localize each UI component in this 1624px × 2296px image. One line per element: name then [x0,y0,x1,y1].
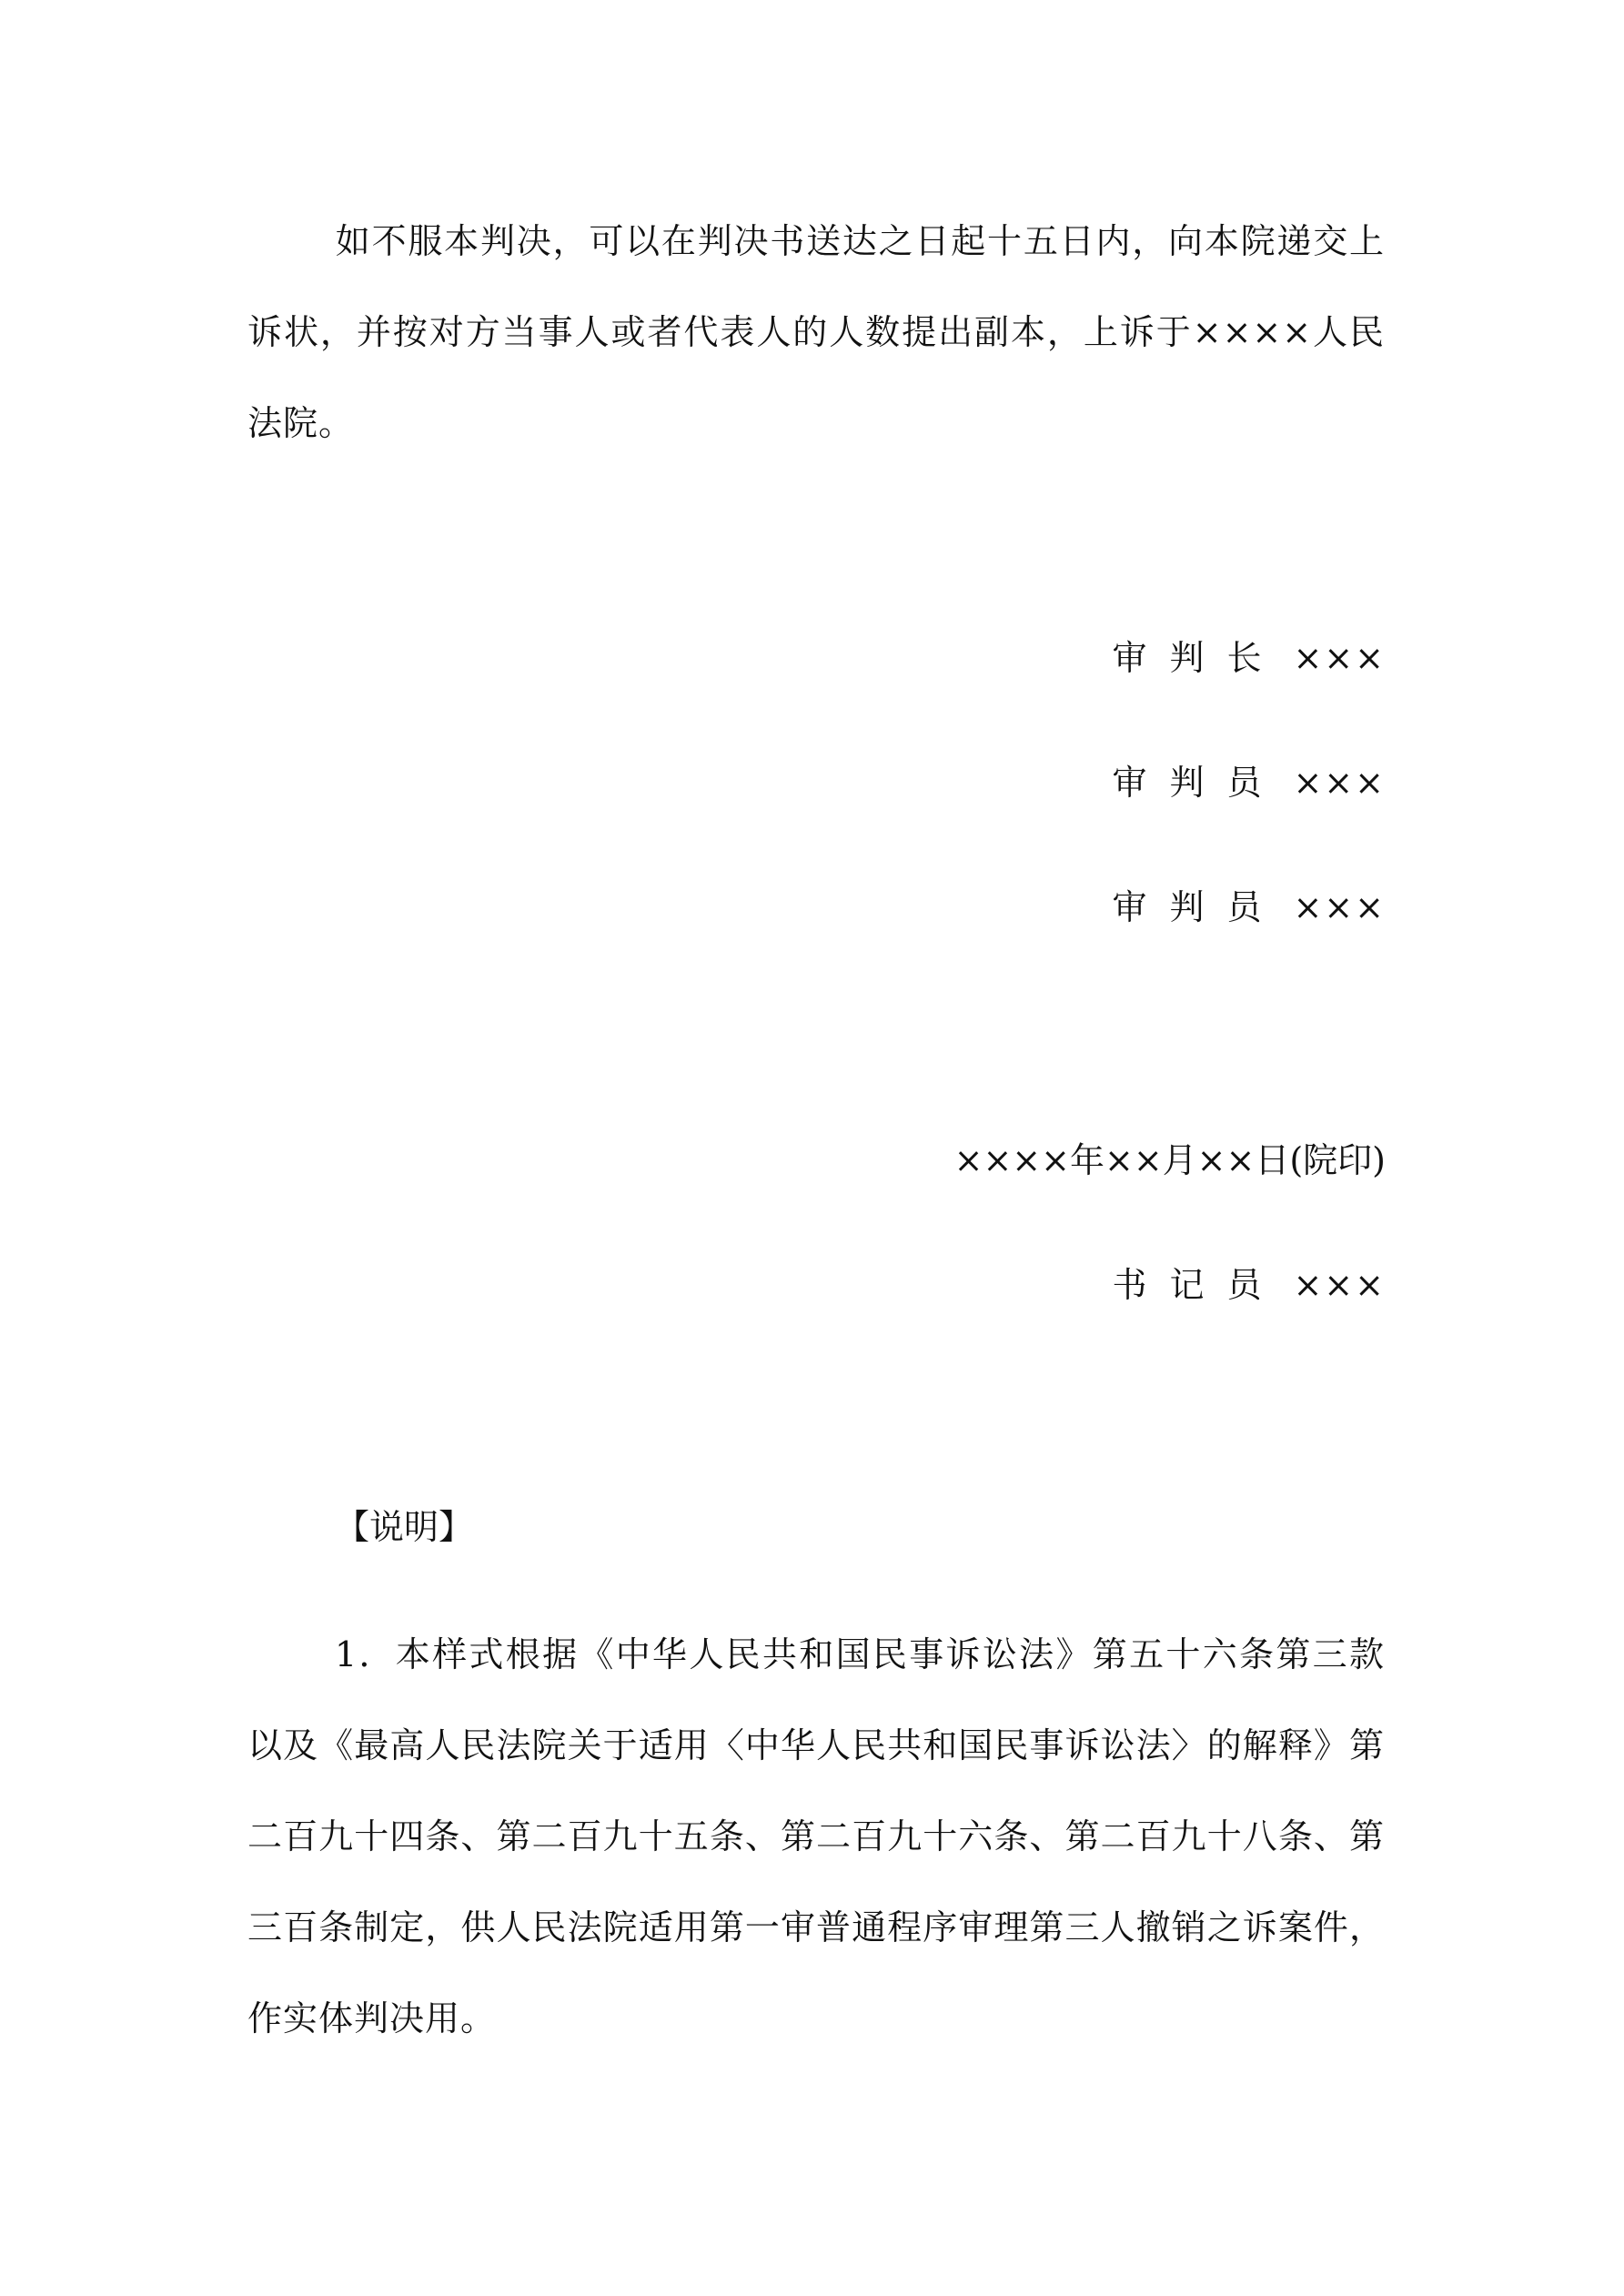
note-item-1-text: 1．本样式根据《中华人民共和国民事诉讼法》第五十六条第三款以及《最高人民法院关于适用〈中华人民共和国民事诉讼法〉的解释》第二百九十四条、第二百九十五条、第二百九十六条、第二百九十八条、第三百条制定，供人民法院适用第一审普通程序审理第三人撤销之诉案件，作实体判决用。 [247,1634,1385,2038]
signature-name: ××× [1293,887,1386,927]
signature-name: ××× [1293,638,1386,678]
signature-clerk [1112,1258,1386,1312]
signature-title: 书记员 [1112,1265,1285,1305]
signature-title: 审判长 [1112,638,1285,678]
appeal-notice-paragraph [247,196,1385,469]
signature-title: 审判员 [1112,763,1285,803]
judgment-date [954,1133,1386,1188]
signature-judge-2 [1112,880,1386,935]
signature-name: ××× [1293,763,1386,803]
signature-presiding-judge [1112,631,1386,685]
note-heading: 【说明】 [335,1507,474,1547]
note-item-1 [247,1609,1385,2064]
signature-judge-1 [1112,755,1386,810]
signature-title: 审判员 [1112,887,1285,927]
date-text: ××××年××月××日(院印) [953,1140,1386,1180]
appeal-notice-text: 如不服本判决，可以在判决书送达之日起十五日内，向本院递交上诉状，并按对方当事人或者代表人的人数提出副本，上诉于××××人民法院。 [247,221,1385,443]
signature-name: ××× [1293,1265,1386,1305]
